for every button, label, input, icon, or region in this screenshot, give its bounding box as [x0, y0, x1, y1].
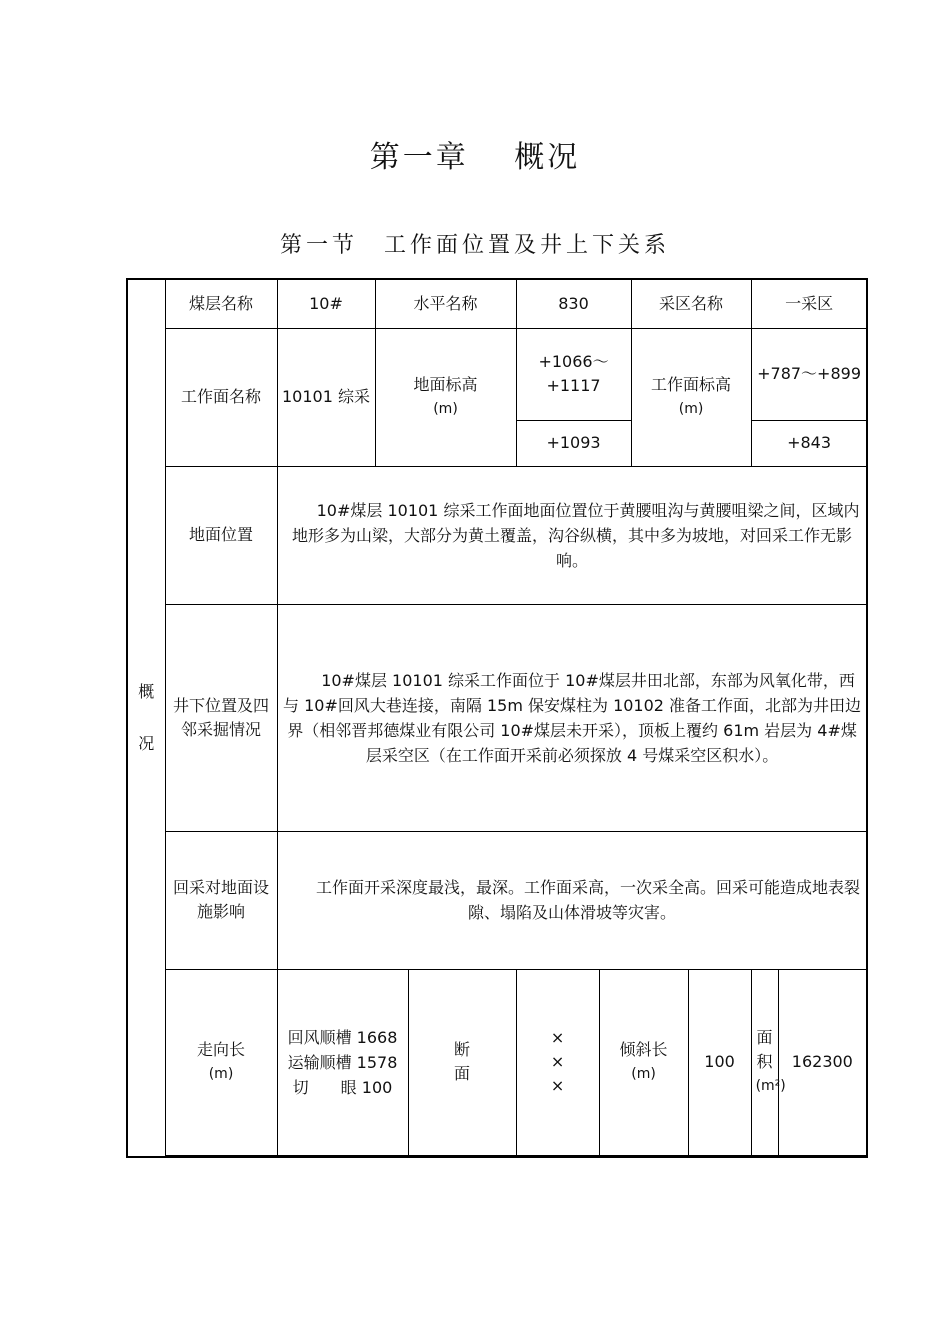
- dip-length-label-text: 倾斜长: [619, 1040, 668, 1059]
- seam-name-value: 10#: [277, 279, 375, 328]
- surface-impact-text: [277, 831, 867, 969]
- section-value-2: ×: [550, 1052, 565, 1071]
- district-name-label: 采区名称: [631, 279, 751, 328]
- section-label-char-1: 断: [454, 1040, 471, 1059]
- side-label-char-1: 概: [138, 681, 155, 701]
- section-value-3: ×: [550, 1076, 565, 1095]
- roadway-lengths: [277, 969, 408, 1155]
- face-elevation-label-text: 工作面标高: [651, 375, 732, 394]
- surface-location-paragraph: 10#煤层 10101 综采工作面地面位置位于黄腰咀沟与黄腰咀梁之间，区域内地形多为山梁，大部分为黄土覆盖，沟谷纵横，其中多为坡地，对回采工作无影响。: [292, 500, 860, 570]
- face-elevation-unit: (m): [678, 401, 704, 417]
- section-values: [516, 969, 599, 1155]
- overview-table: [126, 278, 868, 1158]
- surface-location-label: 地面位置: [165, 466, 277, 604]
- ground-elevation-label-text: 地面标高: [413, 375, 478, 394]
- underground-location-text: [277, 604, 867, 831]
- face-elevation-label: [631, 328, 751, 466]
- open-off-cut-length: 切 眼 100: [292, 1077, 393, 1097]
- dip-length-unit: (m): [631, 1066, 656, 1082]
- haulage-roadway-length: 运输顺槽 1578: [287, 1052, 398, 1072]
- section-value-1: ×: [550, 1028, 565, 1047]
- section-label-char-2: 面: [454, 1064, 471, 1083]
- seam-name-label: 煤层名称: [165, 279, 277, 328]
- face-name-label: 工作面名称: [165, 328, 277, 466]
- ground-elevation-label: [375, 328, 516, 466]
- area-unit: (m²): [755, 1078, 786, 1094]
- dip-length-label: [599, 969, 688, 1155]
- section-title: 第一节 工作面位置及井上下关系: [279, 233, 670, 258]
- face-name-value: 10101 综采: [277, 328, 375, 466]
- strike-length-label-text: 走向长: [196, 1040, 245, 1059]
- chapter-title: 第一章 概况: [369, 140, 581, 175]
- area-label: [751, 969, 786, 1155]
- return-airway-length: 回风顺槽 1668: [287, 1027, 398, 1047]
- section-label: [408, 969, 516, 1155]
- ground-elevation-unit: (m): [433, 401, 458, 417]
- strike-length-unit: (m): [208, 1066, 234, 1082]
- district-name-value: 一采区: [751, 279, 867, 328]
- area-value: 162300: [778, 969, 867, 1155]
- dip-length-value: 100: [688, 969, 751, 1155]
- side-label-char-2: 况: [138, 733, 155, 753]
- side-label: [127, 279, 165, 1157]
- level-name-value: 830: [516, 279, 631, 328]
- face-elevation-range: +787～+899: [751, 328, 867, 420]
- ground-elevation-value: +1093: [516, 420, 631, 466]
- underground-location-paragraph: 10#煤层 10101 综采工作面位于 10#煤层井田北部，东部为风氧化带，西与 10#回风大巷连接，南隔 15m 保安煤柱为 10102 准备工作面，北部为井田边界（相邻晋邦德煤业有限公司 10#煤层未开采），顶板上覆约 61m 岩层为 4#煤层采空区（在工作面开采前必须探放 4 号煤采空区积水）。: [283, 670, 862, 765]
- spacer: [165, 1156, 867, 1157]
- surface-impact-label: 回采对地面设施影响: [165, 831, 277, 969]
- face-elevation-value: +843: [751, 420, 867, 466]
- strike-length-label: [165, 969, 277, 1155]
- area-label-text: 面积: [756, 1028, 773, 1071]
- ground-elevation-range: +1066～+1117: [516, 328, 631, 420]
- surface-impact-paragraph: 工作面开采深度最浅，最深。工作面采高，一次采全高。回采可能造成地表裂隙、塌陷及山体滑坡等灾害。: [316, 878, 861, 922]
- underground-location-label: 井下位置及四邻采掘情况: [165, 604, 277, 831]
- level-name-label: 水平名称: [375, 279, 516, 328]
- surface-location-text: [277, 466, 867, 604]
